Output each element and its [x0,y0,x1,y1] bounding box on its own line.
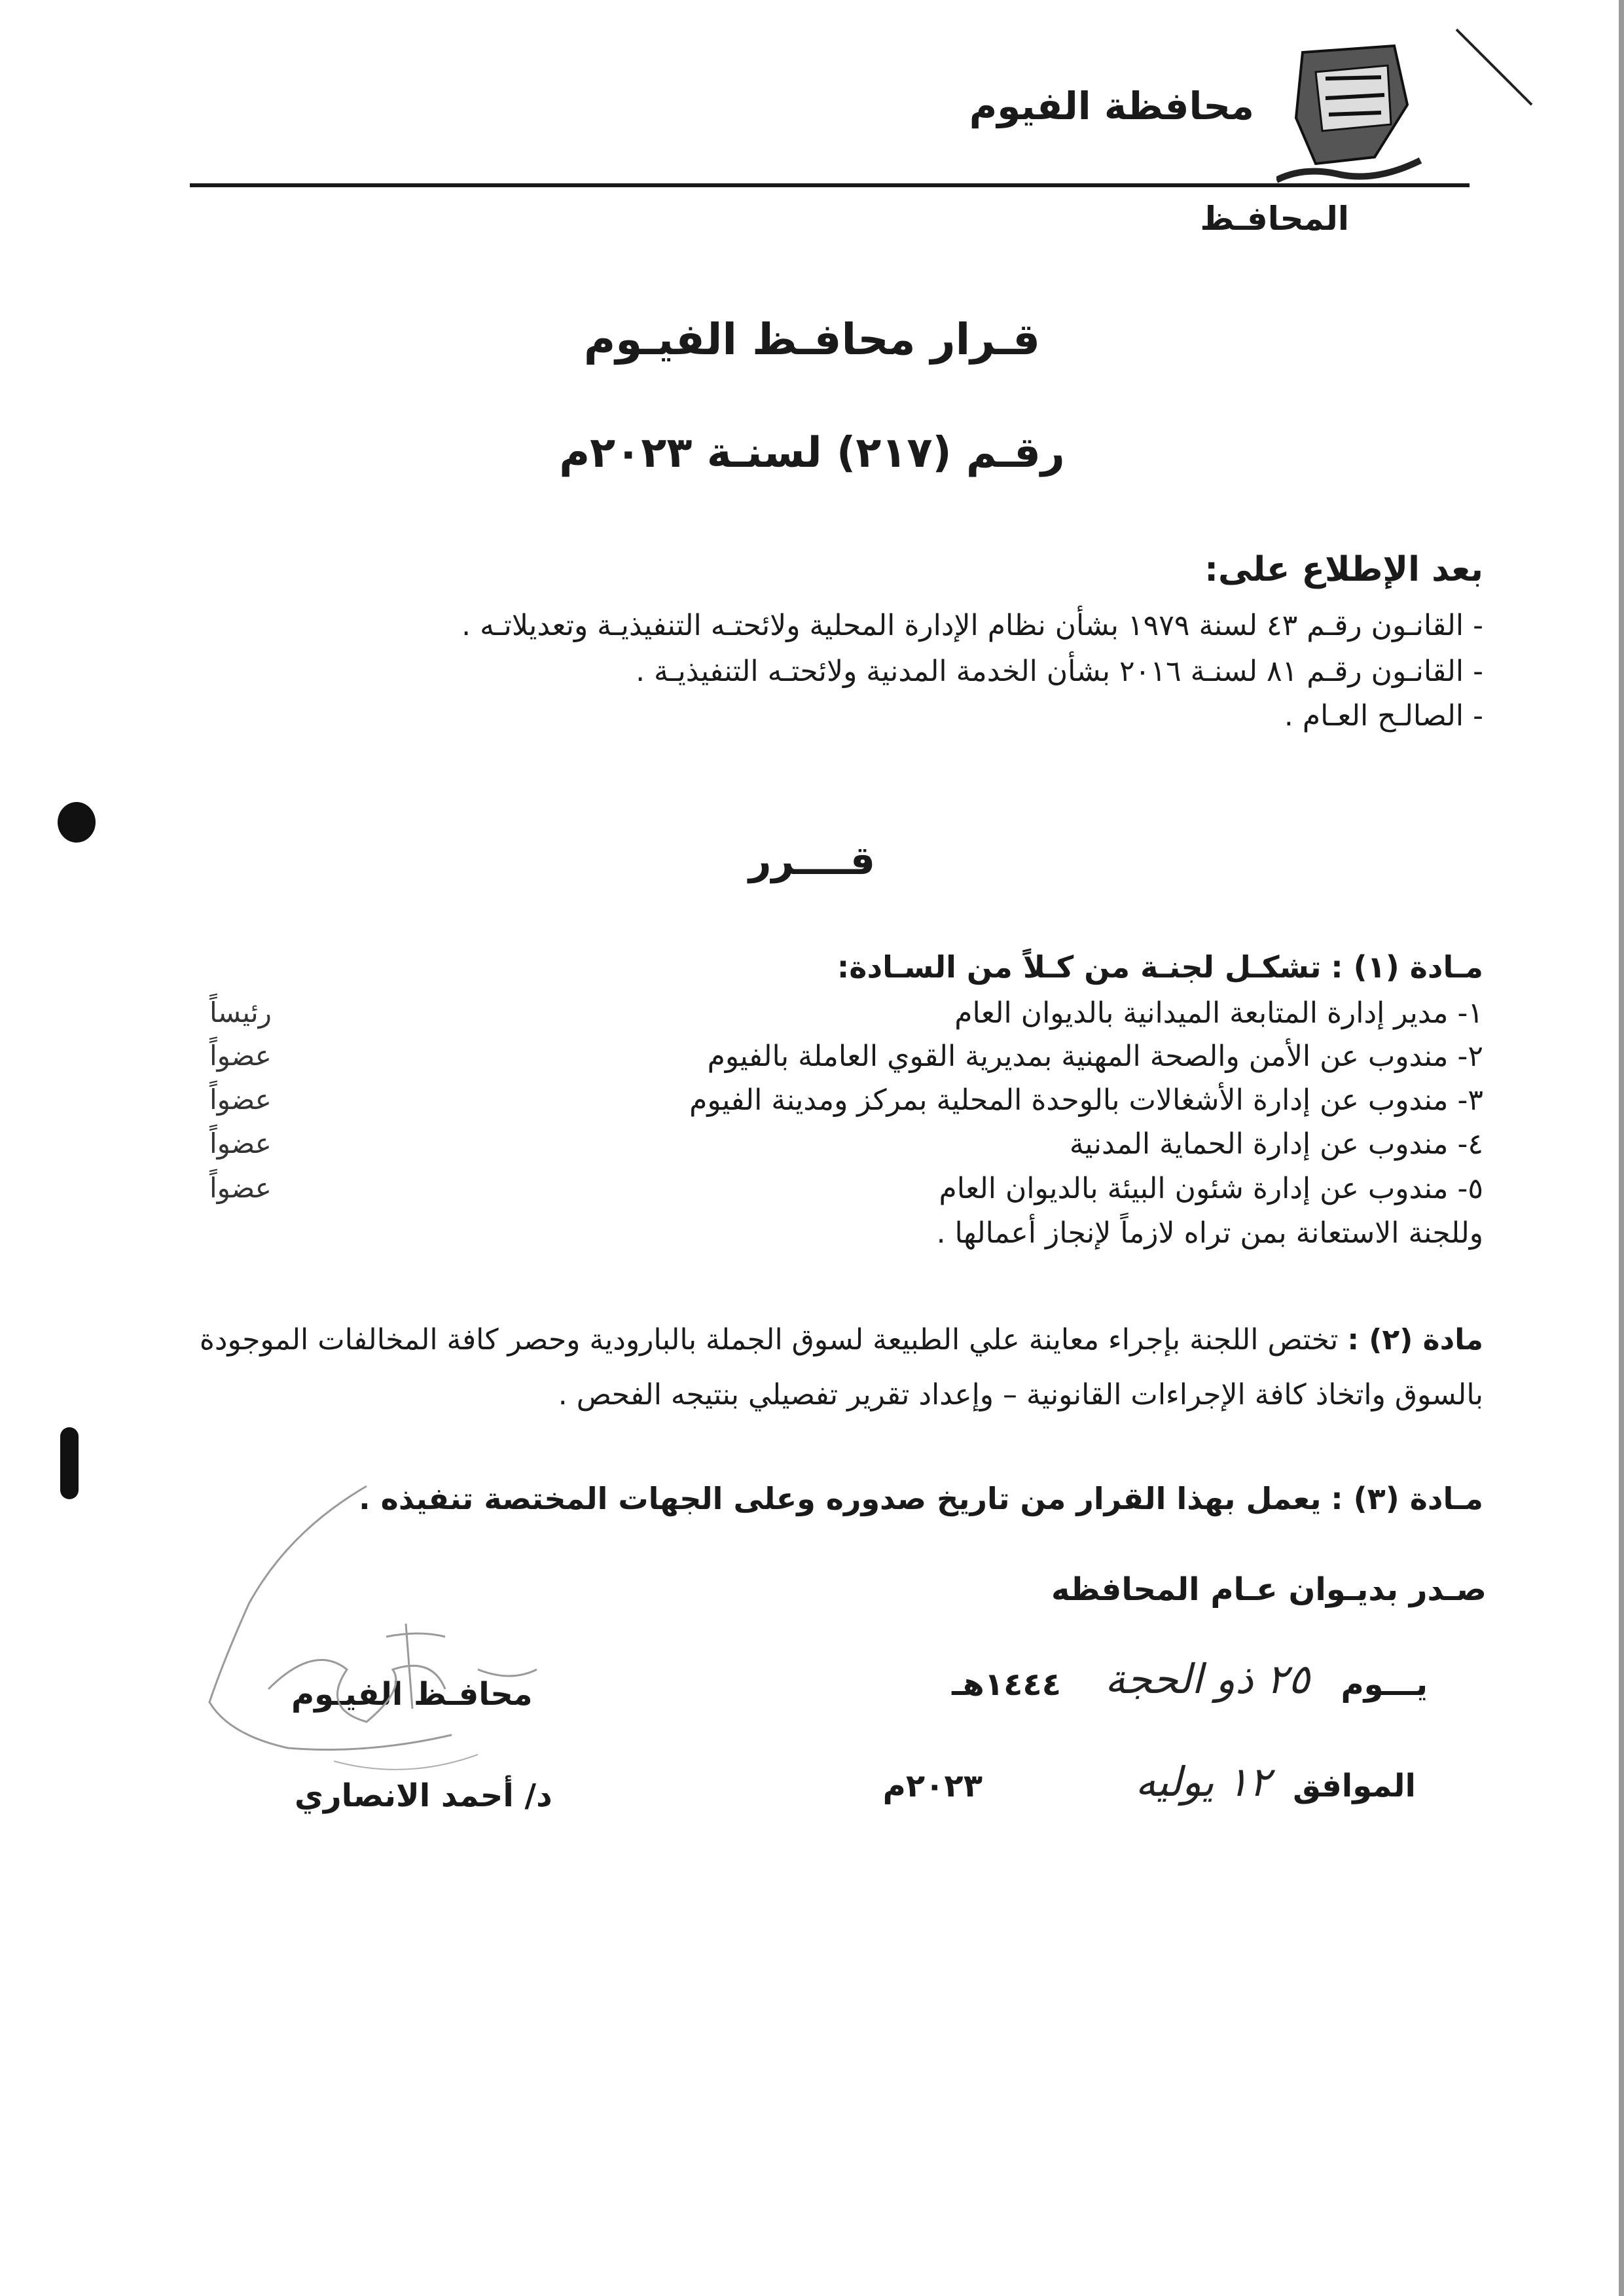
preamble-item: - القانـون رقـم ٤٣ لسنة ١٩٧٩ بشأن نظام الإدارة المحلية ولائحتـه التنفيذيـة وتعديلاتـه . [461,609,1483,642]
article-1-text: تشكـل لجنـة من كـلاً من السـادة: [837,949,1322,985]
committee-member: ١- مدير إدارة المتابعة الميدانية بالديوان العام [954,996,1483,1030]
preamble-item: - الصالـح العـام . [1284,699,1483,733]
day-handwritten: ٢٥ ذو الحجة [1105,1655,1310,1703]
committee-member: ٢- مندوب عن الأمن والصحة المهنية بمديرية القوي العاملة بالفيوم [707,1040,1483,1073]
punch-hole-bottom [60,1427,79,1499]
article-1 [837,949,1483,985]
member-role: رئيساً [209,996,272,1029]
committee-note: وللجنة الاستعانة بمن تراه لازماً لإنجاز أعمالها . [936,1216,1483,1250]
issued-at: صـدر بديـوان عـام المحافظه [1051,1571,1487,1608]
header-rule [190,183,1470,187]
article-1-label: مـادة (١) : [1331,949,1483,985]
signatory-title: محافـظ الفيـوم [291,1676,533,1713]
committee-member: ٤- مندوب عن إدارة الحماية المدنية [1069,1127,1483,1161]
signatory-name: د/ أحمد الانصاري [295,1777,552,1814]
hijri-year: ١٤٤٤هـ [952,1666,1061,1703]
preamble-heading: بعد الإطلاع على: [1204,550,1483,589]
member-role: عضواً [209,1172,272,1204]
article-3-text: يعمل بهذا القرار من تاريخ صدوره وعلى الجهات المختصة تنفيذه . [359,1481,1322,1516]
office-label: المحافـظ [1200,200,1349,238]
member-role: عضواً [209,1084,272,1116]
decides-heading: قــــرر [748,838,876,884]
date-handwritten: ١٢ يوليه [1135,1758,1271,1806]
committee-member: ٣- مندوب عن إدارة الأشغالات بالوحدة المحلية بمركز ومدينة الفيوم [689,1084,1483,1117]
governorate-name: محافظة الفيوم [969,84,1254,128]
committee-member: ٥- مندوب عن إدارة شئون البيئة بالديوان العام [939,1172,1483,1205]
governorate-logo-icon [1276,26,1427,190]
signature-icon [170,1473,576,1813]
day-label: يـــوم [1341,1666,1428,1703]
article-3-label: مـادة (٣) : [1331,1481,1483,1516]
article-2 [174,1313,1483,1423]
corresponding-label: الموافق [1293,1768,1416,1804]
gregorian-year: ٢٠٢٣م [882,1768,983,1804]
article-2-label: مادة (٢) : [1347,1323,1483,1357]
decree-number: رقـم (٢١٧) لسنـة ٢٠٢٣م [559,429,1065,477]
decree-title: قـرار محافـظ الفيـوم [583,314,1041,365]
member-role: عضواً [209,1040,272,1072]
article-2-text: تختص اللجنة بإجراء معاينة علي الطبيعة لسوق الجملة بالبارودية وحصر كافة المخالفات الموجودة بالسوق واتخاذ كافة الإجراءات القانونية – وإعداد تقرير تفصيلي بنتيجه الفحص . [199,1323,1483,1412]
preamble-item: - القانـون رقـم ٨١ لسنـة ٢٠١٦ بشأن الخدمة المدنية ولائحتـه التنفيذيـة . [636,655,1483,688]
punch-hole-top [58,802,96,843]
member-role: عضواً [209,1127,272,1159]
corner-mark-icon [1453,26,1538,111]
